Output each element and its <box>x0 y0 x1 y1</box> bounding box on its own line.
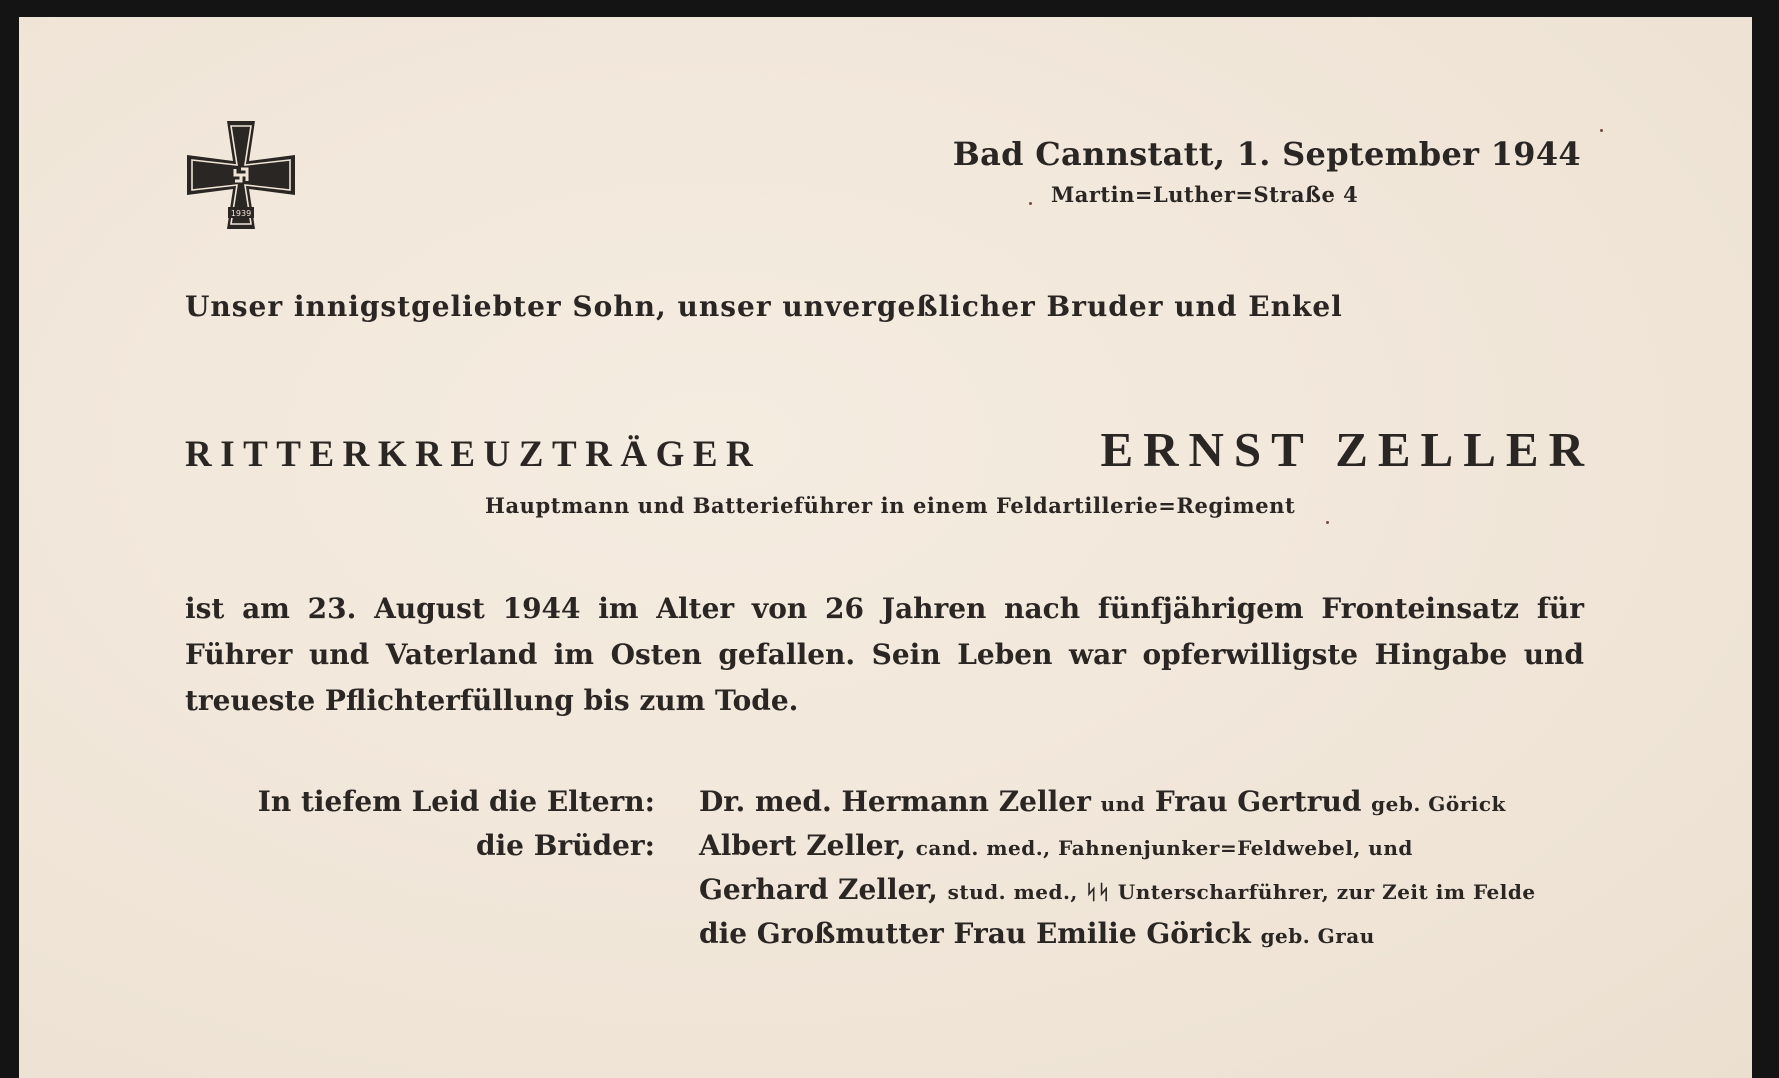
knights-cross-title: RITTERKREUZTRÄGER <box>185 434 762 475</box>
paper-speck <box>1326 521 1329 524</box>
mother-name: Frau Gertrud <box>1154 785 1362 818</box>
brother2-name: Gerhard Zeller, <box>699 873 938 906</box>
announcement-text <box>185 586 1584 724</box>
brother2-line <box>699 873 1536 906</box>
announcement-line: Führer und Vaterland im Osten gefallen. Sein Leben war opferwilligste Hingabe und <box>185 638 1584 671</box>
paper-speck <box>1029 202 1032 205</box>
and-word: und <box>1100 792 1146 816</box>
address: Martin=Luther=Straße 4 <box>1051 182 1359 207</box>
brother1-name: Albert Zeller, <box>699 829 906 862</box>
cross-year: 1939 <box>230 209 252 218</box>
iron-cross-icon <box>187 121 295 229</box>
grandmother-line <box>699 917 1375 950</box>
deceased-rank: Hauptmann und Batterieführer in einem Feldartillerie=Regiment <box>485 493 1296 518</box>
grandmother-maiden-name: geb. Grau <box>1260 924 1375 948</box>
mourning-card <box>19 17 1752 1078</box>
deceased-name: ERNST ZELLER <box>1100 422 1594 477</box>
announcement-line: ist am 23. August 1944 im Alter von 26 Jahren nach fünfjährigem Fronteinsatz für <box>185 592 1584 625</box>
deceased-heading <box>185 421 1594 478</box>
brother1-info: cand. med., Fahnenjunker=Feldwebel, und <box>915 836 1413 860</box>
brother1-line <box>699 829 1413 862</box>
place-and-date: Bad Cannstatt, 1. September 1944 <box>952 135 1581 173</box>
brothers-label: die Brüder: <box>475 829 655 862</box>
mother-maiden-name: geb. Görick <box>1371 792 1506 816</box>
parents-label: In tiefem Leid die Eltern: <box>257 785 655 818</box>
grandmother-name: die Großmutter Frau Emilie Görick <box>699 917 1251 950</box>
intro-line: Unser innigstgeliebter Sohn, unser unvergeßlicher Bruder und Enkel <box>185 290 1343 323</box>
parents-names <box>699 785 1506 818</box>
paper-speck <box>1600 129 1603 132</box>
announcement-line: treueste Pflichterfüllung bis zum Tode. <box>185 684 799 717</box>
father-name: Dr. med. Hermann Zeller <box>699 785 1091 818</box>
brother2-info: stud. med., ᛋᛋ Unterscharführer, zur Zeit im Felde <box>947 880 1536 904</box>
